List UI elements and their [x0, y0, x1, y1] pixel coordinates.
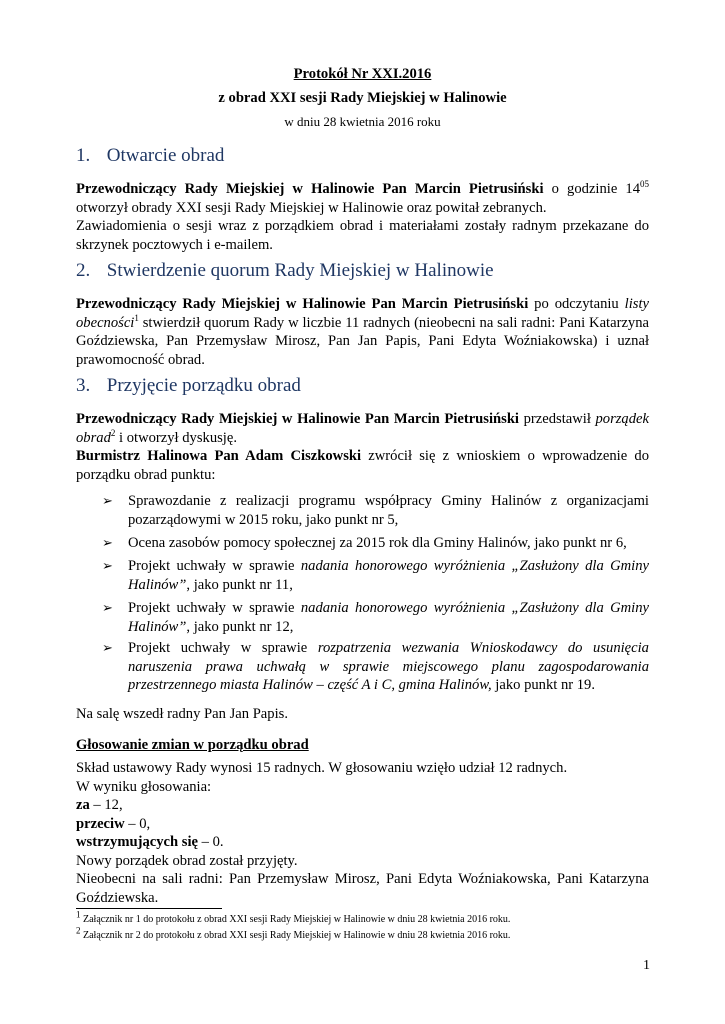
section-2-number: 2. [76, 260, 91, 281]
attendance-list-ref: listy obecności [76, 296, 649, 331]
vote-for-label: za [76, 797, 90, 813]
vote-for-value: – 12, [89, 797, 123, 813]
section-2-heading [76, 260, 494, 282]
text: stwierdził quorum Rady w liczbie 11 radnych (nieobecni na sali radni: Pani Katarzyna Goździewska, Pan Przemysław Mirosz, Pan Jan Papis, Pani Edyta Woźniakowska) i uznał prawomocność obrad. [76, 314, 649, 368]
vote-line-abstain [76, 833, 649, 852]
arrow-bullet-icon: ➢ [102, 640, 113, 655]
protocol-subtitle: z obrad XXI sesji Rady Miejskiej w Halinowie [218, 90, 507, 106]
footnote-1-text: Załącznik nr 1 do protokołu z obrad XXI sesji Rady Miejskiej w Halinowie w dniu 28 kwietnia 2016 roku. [80, 914, 511, 925]
vote-heading [76, 736, 649, 755]
bullet-text: Sprawozdanie z realizacji programu współpracy Gminy Halinów z organizacjami pozarządowymi w 2015 roku, jako punkt nr 5, [128, 493, 649, 528]
agenda-bullet-1 [102, 492, 649, 529]
text: Projekt uchwały w sprawie [128, 558, 301, 574]
agenda-bullet-4 [102, 599, 649, 636]
section-3-paragraph-2 [76, 447, 649, 484]
footnote-2-number: 2 [76, 925, 81, 936]
footnote-2 [76, 925, 511, 942]
bullet-text [128, 557, 649, 594]
arrow-bullet-icon: ➢ [102, 535, 113, 550]
protocol-date: w dniu 28 kwietnia 2016 roku [284, 114, 441, 129]
vote-abstain-value: – 0. [198, 834, 224, 850]
vote-line-adopted: Nowy porządek obrad został przyjęty. [76, 852, 298, 869]
section-1-heading [76, 145, 224, 167]
footnote-2-text: Załącznik nr 2 do protokołu z obrad XXI sesji Rady Miejskiej w Halinowie w dniu 28 kwietnia 2016 roku. [80, 930, 511, 941]
text: , jako punkt nr 12, [186, 618, 294, 635]
section-2-title: Stwierdzenie quorum Rady Miejskiej w Halinowie [106, 260, 494, 281]
vote-line-against [76, 815, 649, 834]
section-1-body [76, 180, 649, 254]
vote-abstain-label: wstrzymujących się [76, 834, 198, 850]
arrow-bullet-icon: ➢ [102, 558, 113, 573]
section-3-heading [76, 375, 301, 397]
footnote-ref-1: 1 [134, 312, 139, 323]
chairman-name: Przewodniczący Rady Miejskiej w Halinowie Pan Marcin Pietrusiński [76, 181, 544, 197]
councillor-entered: Na salę wszedł radny Pan Jan Papis. [76, 706, 288, 722]
vote-against-label: przeciw [76, 815, 125, 832]
bullet-text [128, 599, 649, 636]
agenda-ref: porządek obrad [76, 411, 649, 446]
bullet-text [128, 639, 649, 695]
footnote-1-number: 1 [76, 909, 81, 920]
text: jako punkt nr 19. [491, 677, 596, 693]
vote-line-result-intro: W wyniku głosowania: [76, 778, 212, 795]
footnote-1 [76, 909, 511, 926]
section-1-paragraph-2: Zawiadomienia o sesji wraz z porządkiem obrad i materiałami zostały radnym przekazane do skrzynek pocztowych i e-mailem. [76, 218, 649, 253]
footnote-separator [76, 908, 222, 909]
agenda-bullet-2 [102, 534, 649, 553]
text: zwrócił się z wnioskiem o wprowadzenie do porządku obrad punktu: [76, 448, 649, 483]
resolution-title: nadania honorowego wyróżnienia „Zasłużony dla Gminy Halinów” [128, 600, 649, 635]
section-3-title: Przyjęcie porządku obrad [106, 375, 301, 396]
text: Projekt uchwały w sprawie [128, 600, 301, 616]
section-3-paragraph-1 [76, 410, 649, 447]
vote-body [76, 759, 649, 907]
agenda-bullet-3 [102, 557, 649, 594]
section-3-body [76, 410, 649, 484]
arrow-bullet-icon: ➢ [102, 600, 113, 615]
text: otworzył obrady XXI sesji Rady Miejskiej w Halinowie oraz powitał zebranych. [76, 199, 547, 216]
mayor-name: Burmistrz Halinowa Pan Adam Ciszkowski [76, 448, 362, 464]
section-1-paragraph-1 [76, 180, 649, 217]
text: przedstawił [519, 411, 596, 427]
section-1-title: Otwarcie obrad [106, 145, 225, 166]
section-2-body [76, 295, 649, 369]
vote-heading-text: Głosowanie zmian w porządku obrad [76, 737, 309, 753]
resolution-title: rozpatrzenia wezwania Wnioskodawcy do usunięcia naruszenia prawa uchwałą w sprawie miejscowego planu zagospodarowania przestrzennego miasta Halinów – część A i C, gmina Halinów, [128, 640, 649, 693]
text: po odczytaniu [528, 296, 625, 312]
text: Projekt uchwały w sprawie [128, 640, 318, 656]
chairman-name: Przewodniczący Rady Miejskiej w Halinowie Pan Marcin Pietrusiński [76, 411, 519, 427]
arrow-bullet-icon: ➢ [102, 493, 113, 508]
vote-against-value: – 0, [124, 815, 151, 832]
time-minutes-sup: 05 [640, 179, 650, 190]
agenda-bullet-5 [102, 639, 649, 695]
bullet-text: Ocena zasobów pomocy społecznej za 2015 rok dla Gminy Halinów, jako punkt nr 6, [128, 535, 627, 551]
vote-line-absent: Nieobecni na sali radni: Pan Przemysław Mirosz, Pani Edyta Woźniakowska, Pani Katarzyna Goździewska. [76, 871, 649, 906]
section-2-paragraph [76, 295, 649, 369]
text: o godzinie 14 [543, 181, 641, 197]
section-1-number: 1. [76, 145, 91, 166]
footnote-ref-2: 2 [110, 427, 116, 438]
section-3-number: 3. [76, 375, 91, 396]
vote-line-composition: Skład ustawowy Rady wynosi 15 radnych. W głosowaniu wzięło udział 12 radnych. [76, 760, 568, 776]
text: , jako punkt nr 11, [186, 576, 293, 593]
vote-line-for [76, 796, 649, 815]
chairman-name: Przewodniczący Rady Miejskiej w Halinowie Pan Marcin Pietrusiński [76, 296, 529, 312]
resolution-title: nadania honorowego wyróżnienia „Zasłużony dla Gminy Halinów” [128, 558, 649, 593]
protocol-title: Protokół Nr XXI.2016 [293, 66, 432, 82]
page-number: 1 [643, 958, 650, 973]
text: i otworzył dyskusję. [115, 429, 237, 446]
